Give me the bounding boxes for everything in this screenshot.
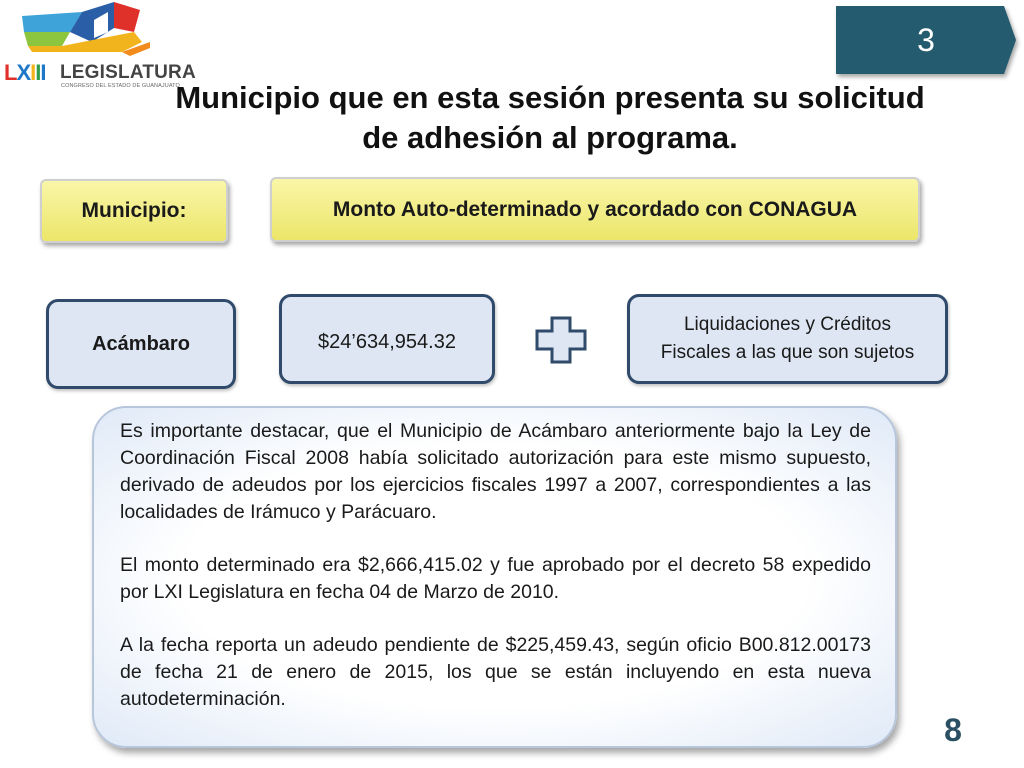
liquidaciones-line-2: Fiscales a las que son sujetos [660, 342, 915, 363]
title-line-1: Municipio que en esta sesión presenta su solicitud [175, 80, 925, 115]
slide-number-badge [836, 6, 1016, 74]
page-title [170, 78, 930, 158]
municipio-header: Municipio: [40, 179, 228, 243]
logo-name: LEGISLATURA [60, 62, 196, 83]
note-paragraph-2: El monto determinado era $2,666,415.02 y fue aprobado por el decreto 58 expedido por LXI Legislatura en fecha 04 de Marzo de 2010. [120, 554, 871, 603]
amount-box: $24’634,954.32 [279, 294, 495, 384]
title-line-2: de adhesión al programa. [362, 120, 738, 155]
liquidaciones-line-1: Liquidaciones y Créditos [683, 314, 891, 335]
logo-emblem-icon [22, 2, 152, 60]
slide-number: 3 [917, 22, 935, 58]
liquidaciones-box [627, 294, 948, 384]
legislatura-logo [0, 0, 196, 95]
plus-icon [535, 316, 587, 369]
note-paragraph-1: Es importante destacar, que el Municipio de Acámbaro anteriormente bajo la Ley de Coordinación Fiscal 2008 había solicitado autorización para este mismo supuesto, derivado de adeudos por los ejercicios fiscales 1997 a 2007, correspondientes a las localidades de Irámuco y Parácuaro. [120, 420, 871, 523]
monto-header: Monto Auto-determinado y acordado con CONAGUA [270, 177, 920, 242]
page-number: 8 [944, 712, 962, 748]
logo-subtitle: CONGRESO DEL ESTADO DE GUANAJUATO [61, 83, 180, 89]
logo-lxiii: LXIII [4, 60, 46, 85]
municipality-box: Acámbaro [46, 299, 236, 389]
note-paragraph-3: A la fecha reporta un adeudo pendiente de $225,459.43, según oficio B00.812.00173 de fecha 21 de enero de 2015, los que se están incluyendo en esta nueva autodeterminación. [120, 634, 871, 710]
note-box [92, 406, 897, 748]
